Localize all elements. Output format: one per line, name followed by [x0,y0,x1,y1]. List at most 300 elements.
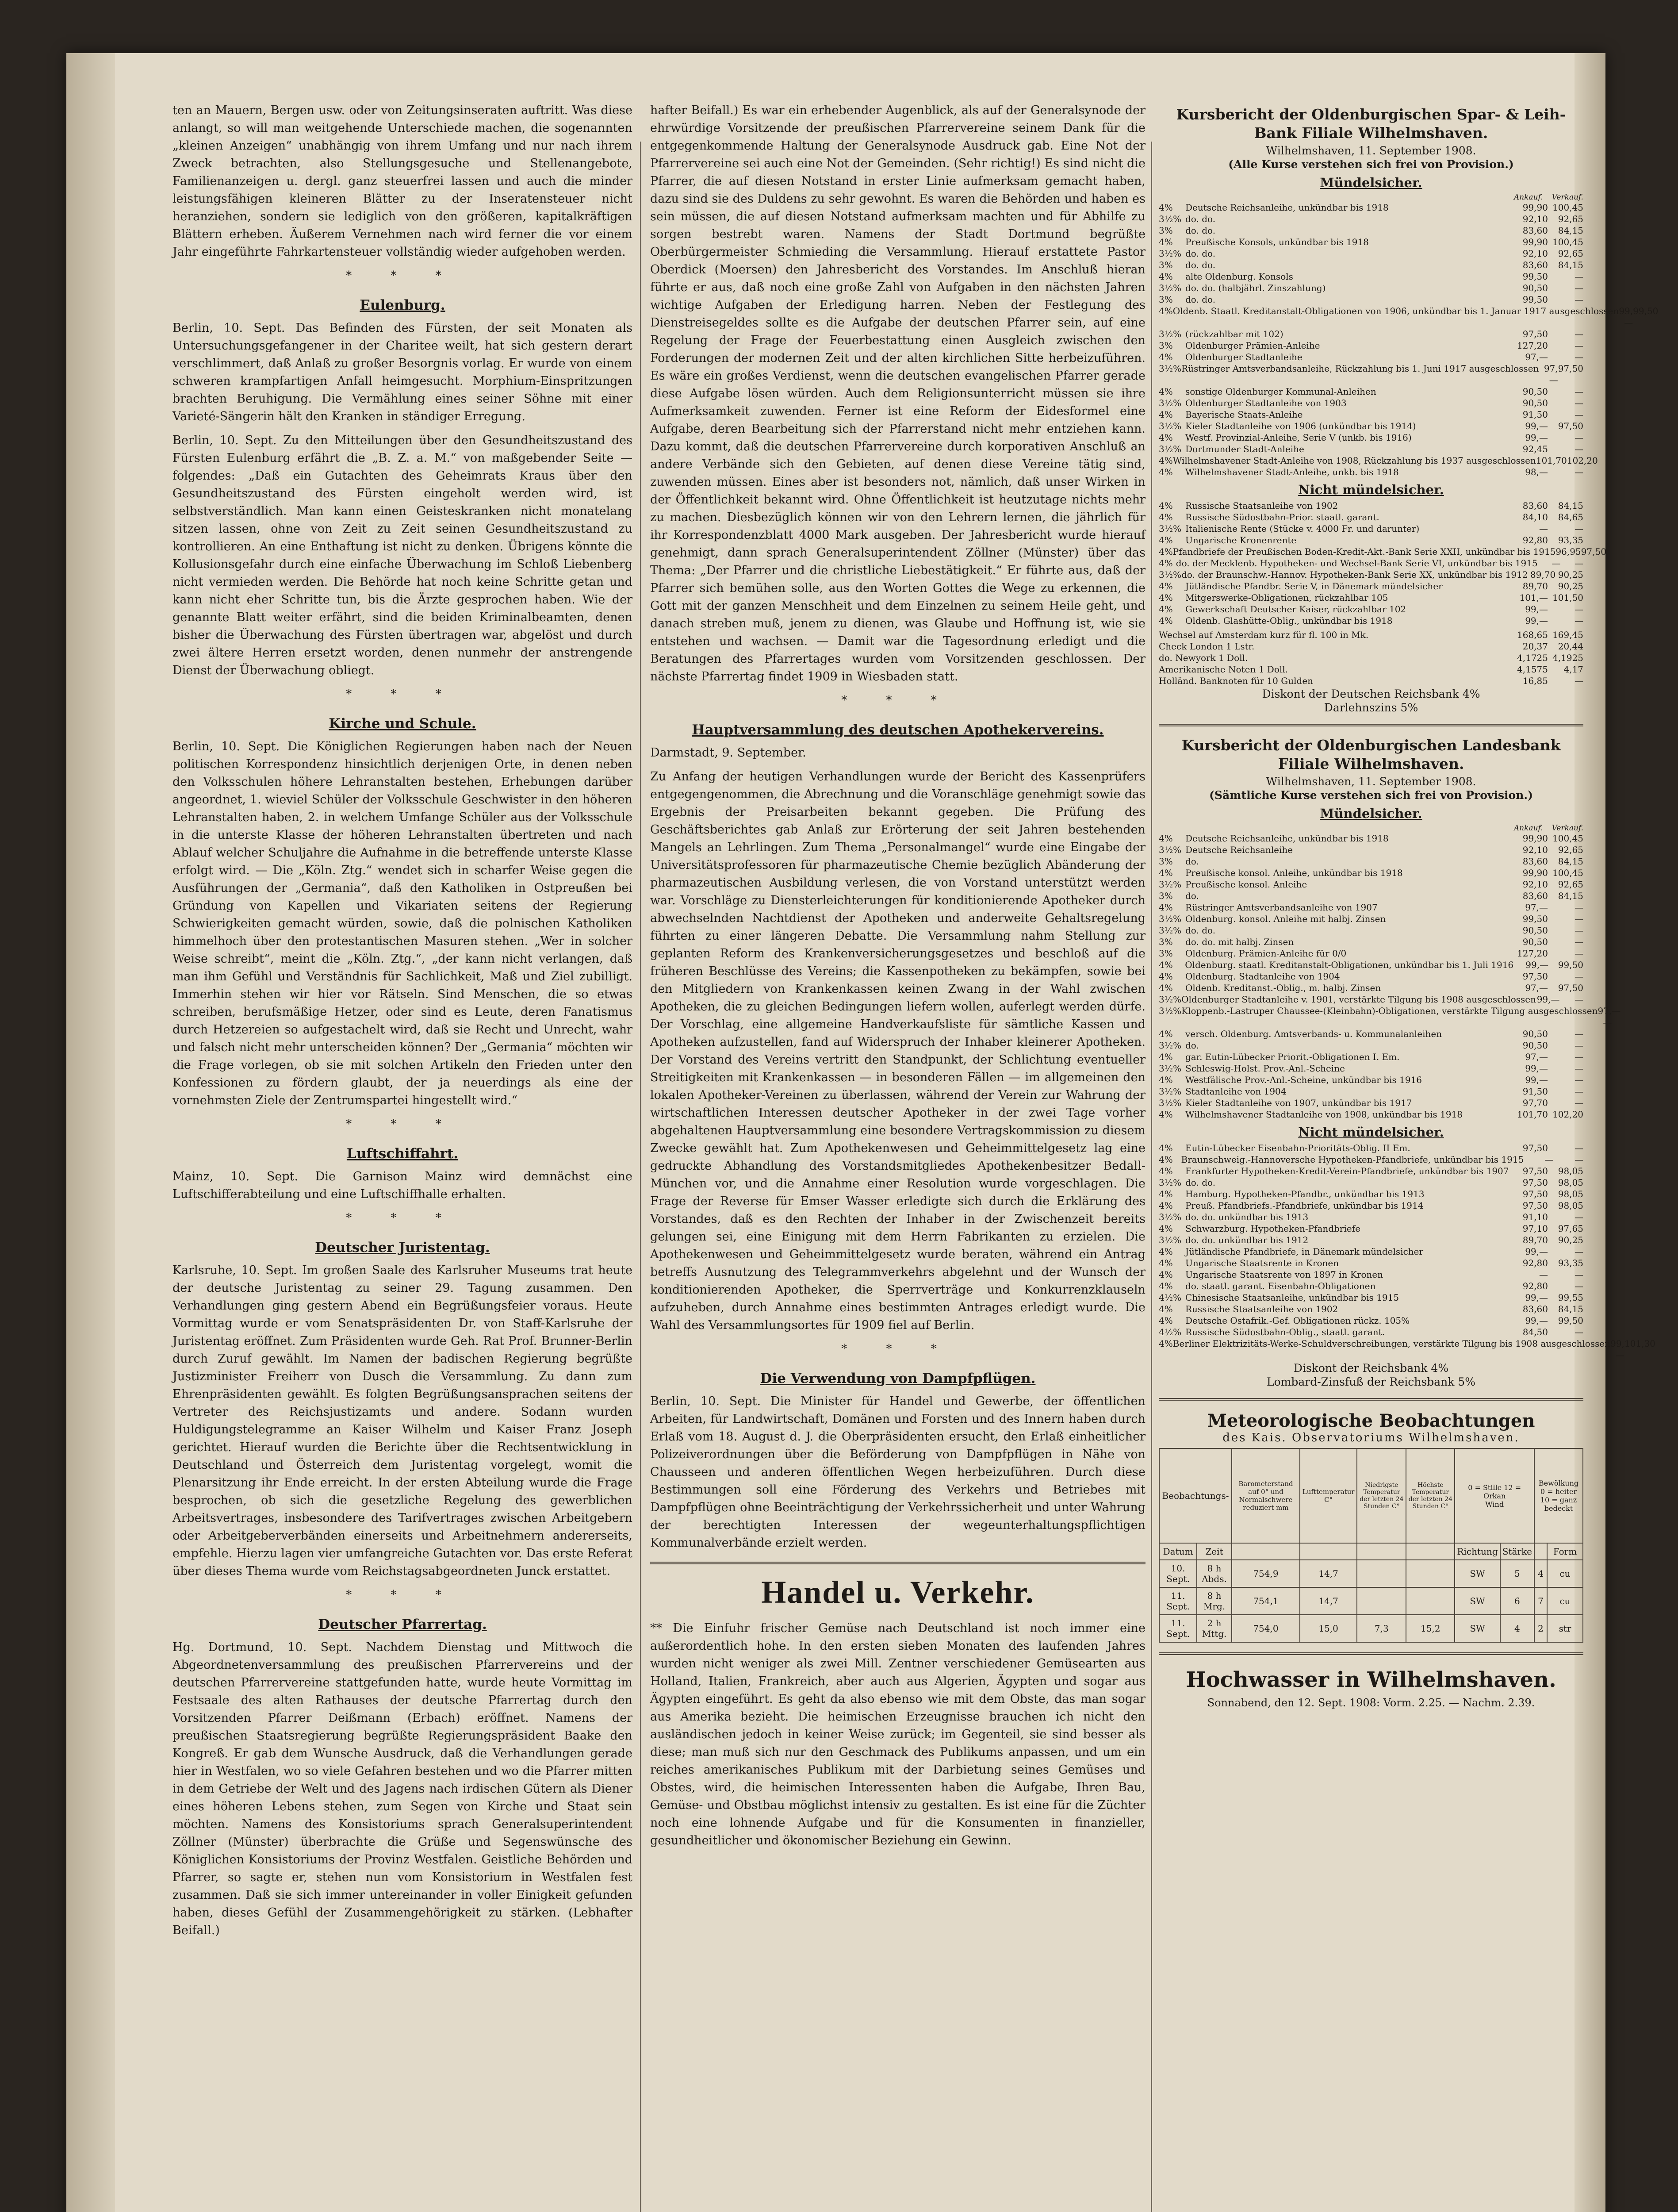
section-banner: Handel u. Verkehr. [761,1575,1034,1610]
price-cell: 91,50 [1522,1086,1548,1097]
kurs-row [1159,867,1583,879]
ornament-separator: * * * [346,1211,459,1225]
article-paragraph: Zu Anfang der heutigen Verhandlungen wurde der Bericht des Kassenprüfers entgegengenommen, die Abrechnung und die Voranschläge genehmigt sowie das Ergebnis der Preisarbeiten bekannt gegeben. Die Prüfung des Geschäftsberichtes gab Anlaß zur Erörterung der seit Jahren bestehenden Mangels an Lehrlingen. Zum Thema „Personalmangel“ wurde eine Eingabe der Universitätsprofessoren für pharmazeutische Chemie bezüglich Abänderung der pharmazeutischen Ausbildung verlesen, die von Vorstand unterstützt werden war. Vorschläge zu Diensterleichterungen für konditionierende Apotheker durch abwechselnden Nachtdienst der Apotheken und anderweite Gehaltsregelung führten zu einer längeren Debatte. Die Versammlung nahm Stellung zur geplanten Reform des Krankenversicherungsgesetzes und beschloß auf die früheren Beschlüsse des Vereins; die Kassenpotheken zu bekämpfen, sowie bei den Mitgliedern von Krankenkassen keinen Zwang in der Wahl zwischen Apotheken, die zu gleichen Bedingungen liefern wollen, auferlegt werden dürfe. Der Vorschlag, eine allgemeine Handverkaufsliste für sämtliche Kassen und Apotheken aufzustellen, fand auf Widerspruch der Inhaber kleinerer Apotheken. Der Vorstand des Vereins vertritt den Standpunkt, der Schlichtung eventueller Streitigkeiten mit Krankenkassen — in besonderen Fällen — im allgemeinen den lokalen Apotheker-Vereinen zu überlassen, während der Verein zur Wahrung der wirtschaftlichen Interessen deutscher Apotheker in der zwei Tage vorher abgehaltenen Hauptversammlung eine besondere Vertragskommission zu diesem Zwecke gewählt hat. Zum Apothekenwesen und Geheimmittelgesetz lag eine gedruckte Abhandlung des Vorstandsmitgliedes Apothekenbesitzer Bedall-München vor, und die Annahme einer Resolution wurde vorgeschlagen. Die Frage der Reverse für Emser Wasser erledigte sich durch die Erklärung des Vorstandes, daß es den Rechten der Inhaber in der Zwischenzeit bereits gelungen sei, eine Einigung mit dem Herrn Fabrikanten zu erzielen. Die Apothekenwesen und Geheimmittelgesetz wurde beraten, während ein Antrag betreffs Ausnutzung des Telegrammverkehrs abgelehnt und der Wunsch der konditionierenden Apotheker, die Sperrverträge und Konkurrenzklauseln aufzuheben, durch Annahme eines bestimmten Antrages erledigt wurde. Die Wahl des Versammlungsortes für 1909 fiel auf Berlin. [650,770,1145,1332]
rate-cell: 3½% [1159,421,1182,431]
kurs-row [1159,879,1583,890]
price-cell: — [1575,340,1583,351]
rate-cell: 4% [1159,1200,1173,1211]
rate-cell: 3½% [1159,994,1182,1005]
price-cell: 90,50 [1522,386,1548,397]
meteo-cell: 2 h Mttg. [1197,1615,1232,1642]
security-name: Ungarische Staatsrente von 1897 in Kronen [1185,1269,1383,1280]
price-cell: 99,— [1610,1338,1624,1360]
security-name: Dortmunder Stadt-Anleihe [1185,444,1304,454]
price-cell: 127,20 [1517,948,1548,959]
rate-cell: 4% [1159,615,1173,626]
kurs-row [1159,500,1583,511]
kurs-row [1159,580,1583,592]
price-cell: 97,50 [1522,1200,1548,1211]
price-cell: 84,15 [1558,1304,1583,1314]
rate-cell: 3½% [1159,283,1182,293]
article-paragraph: Berlin, 10. Sept. Die Minister für Handel und Gewerbe, der öffentlichen Arbeiten, für Landwirtschaft, Domänen und Forsten und des Innern haben durch Erlaß vom 18. August d. J. die Oberpräsidenten ersucht, den Erlaß einheitlicher Polizeiverordnungen über die Beförderung von Dampfpflügen in Nähe von Chausseen und anderen öffentlichen Wegen herbeizuführen. Durch diese Bestimmungen soll eine Förderung des Verkehrs und Betriebes mit Dampfpflügen ohne Beeinträchtigung der Verkehrssicherheit und unter Wahrung der berechtigten Interessen der wegeunterhaltungspflichtigen Kommunalverbände erzielt werden. [650,1394,1145,1550]
article-paragraph: hafter Beifall.) Es war ein erhebender Augenblick, als auf der Generalsynode der ehrwürdige Vorsitzende der preußischen Pfarrervereine seinem Dank für die entgegenkommende Haltung der Generalsynode Ausdruck gab. Eine Not der Pfarrervereine sei auch eine Not der Gemeinden. (Sehr richtig!) Es sind nicht die Pfarrer, die auf diesen Notstand in erster Linie aufmerksam gemacht haben, dazu sind sie des Duldens zu sehr gewohnt. Es waren die Behörden und haben es sein müssen, die auf diesen Notstand aufmerksam machten und für Abhilfe zu sorgen bestrebt waren. Namens der Stadt Dortmund begrüßte Oberbürgermeister Schmieding die Versammlung. Hierauf erstattete Pastor Oberdick (Moersen) den Jahresbericht des Vorstandes. Im Anschluß hieran führte er aus, daß noch eine große Zahl von Aufgaben in den nächsten Jahren wichtige Aufgaben der Erledigung harren. Neben der Festlegung des Dienstreisegeldes sollte es die Aufgabe der deutschen Pfarrer sein, auf eine Regelung der Frage der Feuerbestattung einen Ausgleich zwischen den Forderungen der modernen Zeit und der alten kirchlichen Sitte herbeizuführen. Es wäre ein großes Verdienst, wenn die deutschen evangelischen Pfarrer gerade diese Aufgabe lösen würden. Auch dem Religionsunterricht müssen sie ihre Aufmerksamkeit zuwenden. Ferner ist eine Reform der Eidesformel eine Aufgabe, deren Bearbeitung sich der Pfarrerstand nicht mehr entziehen kann. Dazu kommt, daß die deutschen Pfarrervereine durch korporativen Anschluß an andere Verbände sich den Gebieten, auf denen diese Vereine tätig sind, zuwenden müssen. Eines aber ist besonders not, nämlich, daß unser Wirken in der Öffentlichkeit bekannt wird. Ohne Öffentlichkeit ist heutzutage nichts mehr zu machen. Diesbezüglich können wir von den Lehrern lernen, die jährlich für ihr Korrespondenzblatt 4000 Mark ausgeben. Der Jahresbericht wurde hierauf genehmigt, dann sprach Generalsuperintendent Zöllner (Münster) über das Thema: „Der Pfarrer und die christliche Liebestätigkeit.“ Er führte aus, daß der Pfarrer sich bemühen solle, aus den Worten Gottes die Wege zu erkennen, die Gott mit der ganzen Menschheit und dem Einzelnen zu seinem Heile geht, und danach streben muß, jenem zu dienen, was Glaube und Hoffnung ist, wie sie entstehen und wachsen. — Damit war die Tagesordnung erledigt und die Beratungen des Pfarrertages wurden vom Vorsitzenden geschlossen. Der nächste Pfarrertag findet 1909 in Wiesbaden statt. [650,104,1145,684]
security-name: Russische Südostbahn-Prior. staatl. garant. [1185,512,1379,522]
rate-cell: 3½% [1159,1006,1182,1016]
price-cell: 99,90 [1522,868,1548,878]
price-cell: 99,50 [1633,306,1659,316]
rate-cell: 4% [1159,202,1173,213]
rate-cell: 4% [1159,1189,1173,1199]
meteo-cell: 14,7 [1300,1560,1357,1587]
meteo-cell: 10. Sept. [1159,1560,1197,1587]
rate-cell: 4% [1159,1154,1173,1165]
price-cell: 97,50 [1558,983,1583,993]
price-cell: — [1544,1154,1554,1165]
meteo-cell: 8 h Abds. [1197,1560,1232,1587]
kurs-row [1159,340,1583,351]
meteo-cell: 6 [1500,1587,1534,1615]
price-cell: 99,— [1525,421,1548,431]
security-name: alte Oldenburg. Konsols [1185,271,1293,282]
rate-cell: 3½% [1159,914,1182,924]
column-rule [640,142,641,2212]
kurs-row [1159,982,1583,994]
price-cell: — [1575,444,1583,454]
price-cell: 99,50 [1558,1315,1583,1326]
column-header-ankauf: Ankauf. [1513,824,1543,833]
price-cell: 90,25 [1558,581,1583,591]
security-name: (rückzahlbar mit 102) [1185,329,1283,339]
kurs-row [1159,615,1583,626]
security-name: do. do. unkündbar bis 1912 [1185,1235,1309,1245]
kurs-row [1159,420,1583,432]
rate-cell: 4% [1159,1029,1173,1039]
meteo-header-cloud [1534,1448,1583,1543]
rate-cell: 3% [1159,260,1173,270]
kurs-row [1159,948,1583,959]
rate-cell: 3½% [1159,1086,1182,1097]
meteo-cell: SW [1455,1560,1500,1587]
kurs-row [1159,386,1583,397]
kurs-row [1159,213,1583,225]
price-cell: 4,1925 [1552,653,1583,663]
rate-cell: 4% [1159,592,1173,603]
price-cell: — [1575,914,1583,924]
rate-cell: 4% [1159,604,1173,614]
security-name: Oldenburger Prämien-Anleihe [1185,340,1320,351]
meteo-cell: 11. Sept. [1159,1615,1197,1642]
rate-cell: 4% [1159,306,1173,316]
rate-cell: 4% [1159,432,1173,443]
price-cell: 100,45 [1552,833,1583,844]
ornament-separator: * * * [346,269,459,282]
price-cell: 97,— [1525,1052,1548,1062]
price-cell: — [1575,386,1583,397]
security-name: Westfälische Prov.-Anl.-Scheine, unkündbar bis 1916 [1185,1075,1422,1085]
section-heading: Eulenburg. [360,297,445,313]
kurs-row [1159,1165,1583,1177]
kursbericht-landesbank [1159,736,1655,1388]
rate-cell: 4% [1159,1075,1173,1085]
kurs-row [1159,641,1583,652]
meteo-cell [1406,1587,1455,1615]
rate-cell: 4% [1159,271,1173,282]
kurs-row [1159,994,1583,1005]
kurs-row [1159,1223,1583,1234]
security-name: Oldenburg. Stadtanleihe von 1904 [1185,971,1340,982]
security-name: do. do. [1185,925,1216,936]
rate-cell: 4% [1159,500,1173,511]
security-name: Schwarzburg. Hypotheken-Pfandbriefe [1185,1223,1360,1234]
security-name: do. do. unkündbar bis 1913 [1185,1212,1309,1222]
price-cell: 99,— [1619,306,1633,328]
price-cell: 89,70 [1522,581,1548,591]
meteo-cell: 11. Sept. [1159,1587,1197,1615]
rate-cell: 4% [1159,237,1173,247]
price-cell: 92,65 [1558,248,1583,259]
price-cell: — [1575,1327,1583,1337]
price-cell: 97,50 [1522,1177,1548,1188]
kurs-row [1159,1234,1583,1246]
price-cell: 84,65 [1558,512,1583,522]
rate-cell: 4% [1159,581,1173,591]
price-cell: 92,10 [1522,879,1548,890]
price-cell: — [1575,1086,1583,1097]
rate-cell: 3½% [1159,845,1182,855]
security-name: Deutsche Reichsanleihe [1185,845,1293,855]
price-cell: 83,60 [1522,225,1548,236]
price-cell: 97,50 [1522,1166,1548,1176]
article-paragraph: Hg. Dortmund, 10. Sept. Nachdem Dienstag und Mittwoch die Abgeordnetenversammlung des preußischen Pfarrervereins und der deutschen Pfarrervereine stattgefunden hatte, wurde heute Vormittag im Festsaale des alten Rathauses der deutsche Pfarrertag durch den Vorsitzenden Pfarrer Deißmann (Erbach) eröffnet. Namens der preußischen Staatsregierung begrüßte Regierungspräsident Baake den Kongreß. Er gab dem Wunsche Ausdruck, daß die Verhandlungen gerade hier in Westfalen, wo so viele Gefahren bestehen und wo die Pfarrer mitten in dem Getriebe der Welt und des Jagens nach irdischen Gütern als Diener eines höheren Lebens stehen, zum Segen von Kirche und Staat sein möchten. Namens des Konsistoriums sprach Generalsuperintendent Zöllner (Münster) überbrachte die Grüße und Segenswünsche des Königlichen Konsistoriums der Provinz Westfalen. Geistliche Behörden und Pfarrer, so sagte er, stehen nun vom Konsistorium in Westfalen fest zusammen. Daß sie sich immer untereinander in voller Einigkeit gefunden haben, dieses Gefühl der Zusammengehörigkeit zu stärken. (Lebhafter Beifall.) [172,1640,632,1937]
kurs-table [1159,833,1621,1120]
meteo-subheader: Zeit [1197,1543,1232,1560]
meteo-subtitle: des Kais. Observatoriums Wilhelmshaven. [1222,1431,1520,1444]
rate-cell: 3% [1159,225,1173,236]
rate-cell: 4% [1159,1304,1173,1314]
kurs-row [1159,443,1583,455]
security-name: sonstige Oldenburger Kommunal-Anleihen [1185,386,1376,397]
divider [1159,1398,1583,1401]
security-name: Wilhelmshavener Stadt-Anleihe von 1908, Rückzahlung bis 1937 ausgeschlossen [1172,455,1536,466]
rate-cell: 3½% [1159,925,1182,936]
meteo-cell [1357,1560,1406,1587]
kurs-row [1159,844,1583,856]
price-cell: 101,— [1519,592,1548,603]
security-name: Rüstringer Amtsverbandsanleihe von 1907 [1185,902,1378,913]
kursbericht-date: Wilhelmshaven, 11. September 1908. [1266,144,1476,157]
price-cell: 92,65 [1558,879,1583,890]
price-cell: 97,50 [1522,329,1548,339]
column-header-verkauf: Verkauf. [1552,824,1583,833]
meteo-cell: 754,1 [1232,1587,1300,1615]
security-name: Wechsel auf Amsterdam kurz für fl. 100 in Mk. [1159,630,1369,640]
divider [1159,724,1583,726]
meteo-cell: SW [1455,1587,1500,1615]
rate-cell: 3½% [1159,363,1182,374]
meteo-title: Meteorologische Beobachtungen [1207,1410,1535,1431]
kursbericht-date: Wilhelmshaven, 11. September 1908. [1266,775,1476,788]
kurs-row [1159,629,1583,641]
kurs-row [1159,959,1583,971]
article-paragraph: Berlin, 10. Sept. Zu den Mitteilungen über den Gesundheitszustand des Fürsten Eulenburg erfährt die „B. Z. a. M.“ von maßgebender Seite — folgendes: „Daß ein Gutachten des Geheimrats Kraus über den Gesundheitszustand des Fürsten eingeholt werden wird, ist selbstverständlich. Man kann einen Geisteskranken nicht monatelang sitzen lassen, ohne von Zeit zu Zeit seinen Gesundheitszustand zu kontrollieren. An eine Enthaftung ist nicht zu denken. Übrigens könnte die Kollusionsgefahr durch eine einfache Überwachung im Schloß Liebenberg nicht vermieden werden. Die Behörde hat noch keine Schritte getan und kann nicht eher Schritte tun, bis die Ärzte gesprochen haben. Wie der genannte Blatt weiter erfährt, sind die beiden Kriminalbeamten, denen bisher die Überwachung des Fürsten übertragen war, abgelöst und durch zwei ältere Herren ersetzt worden, denen nunmehr der anstrengende Dienst der Überwachung obliegt. [172,434,632,677]
meteo-cell: 2 [1534,1615,1547,1642]
price-cell: 90,50 [1522,937,1548,947]
price-cell: 92,10 [1522,248,1548,259]
rate-cell: 4% [1159,1223,1173,1234]
kurs-row [1159,925,1583,936]
price-cell: 99,55 [1558,1292,1583,1303]
price-cell: 97,10 [1522,1223,1548,1234]
kurs-row [1159,1303,1583,1315]
kurs-row [1159,409,1583,420]
price-cell: 99,— [1525,615,1548,626]
rate-cell: 4% [1159,1166,1173,1176]
price-cell: — [1575,523,1583,534]
rate-cell: 3½% [1159,879,1182,890]
price-cell: 93,35 [1558,535,1583,545]
rate-cell: 3½% [1159,1235,1182,1245]
price-cell: — [1539,1269,1548,1280]
rate-cell: 3½% [1159,398,1182,408]
security-name: do. [1185,891,1199,901]
kurs-row [1159,546,1606,557]
kurs-row [1159,1142,1583,1154]
security-name: Chinesische Staatsanleihe, unkündbar bis 1915 [1185,1292,1399,1303]
price-cell: 97,50 [1522,1143,1548,1153]
price-column-headers [1159,193,1583,202]
price-cell: — [1575,1098,1583,1108]
meteo-row [1159,1615,1583,1642]
price-cell: 127,20 [1517,340,1548,351]
price-cell: — [1575,1143,1583,1153]
security-name: do. der Braunschw.-Hannov. Hypotheken-Bank Serie XX, unkündbar bis 1912 [1181,569,1528,580]
darlehen-line: Darlehnszins 5% [1324,701,1418,714]
kurs-row [1159,1040,1583,1051]
meteo-header: Höchste Temperatur der letzten 24 Stunden C° [1406,1448,1455,1543]
rate-cell: 4% [1159,352,1173,362]
rate-cell: 4% [1159,1269,1173,1280]
kurs-row [1159,259,1583,271]
price-cell: 92,45 [1522,444,1548,454]
price-cell: — [1575,1154,1583,1165]
security-name: Russische Südostbahn-Oblig., staatl. garant. [1185,1327,1385,1337]
meteo-subheader: Datum [1159,1543,1197,1560]
kurs-table [1159,500,1606,626]
kurs-row [1159,1315,1583,1326]
price-cell: 99,— [1525,1075,1548,1085]
ornament-separator: * * * [841,694,954,707]
kurs-row [1159,1200,1583,1211]
price-cell: 84,15 [1558,891,1583,901]
security-name: Preußische konsol. Anleihe [1185,879,1307,890]
meteorological-observations [1159,1410,1583,1643]
rate-cell: 3% [1159,937,1173,947]
price-cell: 92,65 [1558,214,1583,224]
price-cell: 101,70 [1536,455,1567,466]
security-name: Oldenb. Kreditanst.-Oblig., m. halbj. Zinsen [1185,983,1381,993]
meteo-cell: 754,0 [1232,1615,1300,1642]
meteo-subheader: Richtung [1455,1543,1500,1560]
price-cell: 99,50 [1522,271,1548,282]
kurs-row [1159,351,1583,363]
kurs-row [1159,455,1598,466]
security-name: do. do. [1185,260,1216,270]
security-name: do. [1185,856,1199,867]
price-cell: 100,45 [1552,868,1583,878]
price-cell: 92,65 [1558,845,1583,855]
price-cell: 169,45 [1552,630,1583,640]
security-name: Wilhelmshavener Stadt-Anleihe, unkb. bis 1918 [1185,467,1399,477]
rate-cell: 3½% [1159,569,1182,580]
security-name: Kieler Stadtanleihe von 1907, unkündbar bis 1917 [1185,1098,1412,1108]
kurs-row [1159,294,1583,305]
security-name: do. do. mit halbj. Zinsen [1185,937,1294,947]
price-cell: — [1575,1246,1583,1257]
section-heading: Die Verwendung von Dampfpflügen. [760,1371,1036,1386]
kurs-row [1159,225,1583,236]
rate-cell: 4% [1159,535,1173,545]
kurs-row [1159,1280,1583,1292]
column-right [1159,102,1659,1709]
kurs-row [1159,282,1583,294]
kurs-row [1159,664,1583,675]
meteo-cell: 15,0 [1300,1615,1357,1642]
meteo-header: Barometerstand auf 0° und Normalschwere reduziert mm [1232,1448,1300,1543]
security-name: do. Newyork 1 Doll. [1159,653,1248,663]
rate-cell: 3½% [1159,523,1182,534]
kurs-row [1159,1074,1583,1086]
security-name: Ungarische Staatsrente in Kronen [1185,1258,1339,1268]
ornament-separator: * * * [346,687,459,701]
rate-cell: 4% [1159,1338,1173,1349]
security-name: Rüstringer Amtsverbandsanleihe, Rückzahlung bis 1. Juni 1917 ausgeschlossen [1181,363,1539,374]
security-name: Kieler Stadtanleihe von 1906 (unkündbar bis 1914) [1185,421,1416,431]
kursbericht-spar-leih-bank [1159,105,1659,714]
security-name: Russische Staatsanleihe von 1902 [1185,500,1338,511]
column-header-ankauf: Ankauf. [1513,193,1543,202]
price-cell: — [1575,409,1583,420]
price-cell: 96,95 [1555,546,1581,557]
rate-cell: 3½% [1159,248,1182,259]
kurs-table [1159,202,1659,478]
price-cell: 98,05 [1558,1177,1583,1188]
rate-cell: 4% [1159,983,1173,993]
price-cell: — [1575,604,1583,614]
kurs-row [1159,557,1583,569]
rate-cell: 3% [1159,340,1173,351]
security-name: Deutsche Ostafrik.-Gef. Obligationen rückz. 105% [1185,1315,1410,1326]
rate-cell: 3% [1159,856,1173,867]
price-cell: — [1575,1029,1583,1039]
meteo-cell: 4 [1500,1615,1534,1642]
kursbericht-title: Kursbericht der Oldenburgischen Landesbank Filiale Wilhelmshaven. [1181,737,1561,772]
security-name: Eutin-Lübecker Eisenbahn-Prioritäts-Oblig. II Em. [1185,1143,1410,1153]
column-left [172,102,632,1946]
column-rule [1151,142,1152,2212]
rate-cell: 4% [1159,868,1173,878]
price-cell: — [1575,615,1583,626]
price-cell: 99,— [1525,1063,1548,1074]
security-name: Check London 1 Lstr. [1159,641,1255,652]
price-column-headers [1159,824,1583,833]
lombard-line: Lombard-Zinsfuß der Reichsbank 5% [1267,1375,1475,1388]
article-paragraph: ** Die Einfuhr frischer Gemüse nach Deutschland ist noch immer eine außerordentlich hohe. In den ersten sieben Monaten des laufenden Jahres wurden nicht weniger als zwei Mill. Zentner verschiedener Gemüsearten aus Holland, Italien, Frankreich, aber auch aus Algerien, Ägypten und sogar aus Ägypten eingeführt. Es geht da also ebenso wie mit dem Obste, das man sogar aus Amerika bezieht. Die heimischen Erzeugnisse brauchen ich nicht den ausländischen jedoch in keiner Weise zurück; im Gegenteil, sie sind besser als diese; man muß sich nur den Geschmack des Publikums anpassen, und um ein reiches amerikanisches Publikum mit der Darbietung seines Gemüses und Obstes, wird, die heimischen Interessenten haben die Aufgabe, Ihren Bau, Gemüse- und Obstbau möglichst intensiv zu gestalten. Es ist eine für die Züchter noch eine lohnende Aufgabe und für die Konsumenten in finanzieller, gesundheitlicher und ökonomischer Beziehung ein Gewinn. [650,1621,1145,1847]
hochwasser-title: Hochwasser in Wilhelmshaven. [1186,1667,1556,1692]
kurs-row [1159,856,1583,867]
kurs-row [1159,890,1583,902]
rate-cell: 3½% [1159,329,1182,339]
kurs-row [1159,569,1583,580]
security-name: Oldenburger Stadtanleihe [1185,352,1303,362]
security-name: Gewerkschaft Deutscher Kaiser, rückzahlbar 102 [1185,604,1406,614]
price-cell: 83,60 [1522,260,1548,270]
security-name: do. do. [1185,294,1216,305]
rate-cell: 4% [1159,1315,1173,1326]
kurs-row [1159,913,1583,925]
price-cell: 99,— [1525,1246,1548,1257]
kursbericht-note: (Sämtliche Kurse verstehen sich frei von Provision.) [1209,789,1533,802]
rate-cell: 4% [1159,1246,1173,1257]
price-cell: — [1575,398,1583,408]
meteo-cell: 754,9 [1232,1560,1300,1587]
newspaper-page [66,53,1659,2212]
kurs-row [1159,936,1583,948]
price-cell: 97,— [1544,363,1558,385]
cloud-label: Bewölkung [1538,1479,1579,1487]
meteo-cell: 8 h Mrg. [1197,1587,1232,1615]
security-name: Jütländische Pfandbr. Serie V, in Dänemark mündelsicher [1185,581,1443,591]
security-name: do. do. [1185,248,1216,259]
price-cell: 99,— [1525,960,1549,970]
price-cell: — [1575,271,1583,282]
meteo-cell: cu [1547,1587,1583,1615]
price-cell: 84,15 [1558,260,1583,270]
kurs-row [1159,523,1583,534]
security-name: Frankfurter Hypotheken-Kredit-Verein-Pfandbriefe, unkündbar bis 1907 [1185,1166,1509,1176]
security-name: Oldenburg. staatl. Kreditanstalt-Obligationen, unkündbar bis 1. Juli 1916 [1185,960,1514,970]
price-cell: 84,15 [1558,500,1583,511]
kurs-row [1159,236,1583,248]
security-name: Oldenburger Stadtanleihe von 1903 [1185,398,1347,408]
price-cell: 20,37 [1522,641,1548,652]
security-name: Preuß. Pfandbriefs.-Pfandbriefe, unkündbar bis 1914 [1185,1200,1424,1211]
meteo-header-wind [1455,1448,1534,1543]
divider [1159,1652,1583,1655]
rate-cell: 3½% [1159,1212,1182,1222]
rate-cell: 4% [1159,409,1173,420]
price-cell: 97,50 [1522,1189,1548,1199]
kurs-row [1159,1269,1583,1280]
price-cell: — [1575,1281,1583,1291]
price-cell: 92,80 [1522,1281,1548,1291]
security-name: Holländ. Banknoten für 10 Gulden [1159,676,1314,686]
price-cell: — [1575,467,1583,477]
kurs-row [1159,432,1583,443]
security-name: Stadtanleihe von 1904 [1185,1086,1287,1097]
ornament-separator: * * * [346,1118,459,1131]
section-heading: Mündelsicher. [1320,806,1422,821]
rate-cell: 4% [1159,512,1173,522]
price-cell: 99,90 [1522,202,1548,213]
price-cell: 99,— [1525,1292,1548,1303]
meteo-subheader: Form [1547,1543,1583,1560]
article-paragraph: Karlsruhe, 10. Sept. Im großen Saale des Karlsruher Museums trat heute der deutsche Juristentag zu seiner 29. Tagung zusammen. Den Verhandlungen ging gestern Abend ein Begrüßungsfeier voraus. Heute Vormittag wurde er vom Senatspräsidenten Dr. von Staff-Karlsruhe der Juristentag eröffnet. Zum Präsidenten wurde Geh. Rat Prof. Brunner-Berlin durch Zuruf gewählt. Im Namen der badischen Regierung begrüßte Justizminister Freiherr von Dusch die Versammlung. Zu dann zum Ehrenpräsidenten gewählt. Es folgten Begrüßungsansprachen seitens der Vertreter des Reichsjustizamts und andere. Sodann wurden Huldigungstelegramme an Kaiser Wilhelm und Kaiser Franz Joseph gerichtet. Hierauf wurden die Berichte über die Rechtsentwicklung in Deutschland und Österreich dem Juristentag vorgelegt, womit die Plenarsitzung ihr Ende erreicht. In der ersten Abteilung wurde die Frage besprochen, ob sich die gesetzliche Regelung des gewerblichen Arbeitsvertrages, insbesondere des Tarifvertrages zwischen Arbeitgebern oder Arbeitgeberverbänden einerseits und Arbeitnehmern andererseits, empfehle. Hierzu lagen vier umfangreiche Gutachten vor. Das erste Referat über dieses Thema wurde vom Reichstagsabgeordneten Junck erstattet. [172,1263,632,1578]
price-cell: 90,50 [1522,1029,1548,1039]
price-cell: — [1539,523,1548,534]
column-header-verkauf: Verkauf. [1552,193,1583,202]
price-cell: 89,70 [1522,1235,1548,1245]
section-heading: Mündelsicher. [1320,175,1422,190]
